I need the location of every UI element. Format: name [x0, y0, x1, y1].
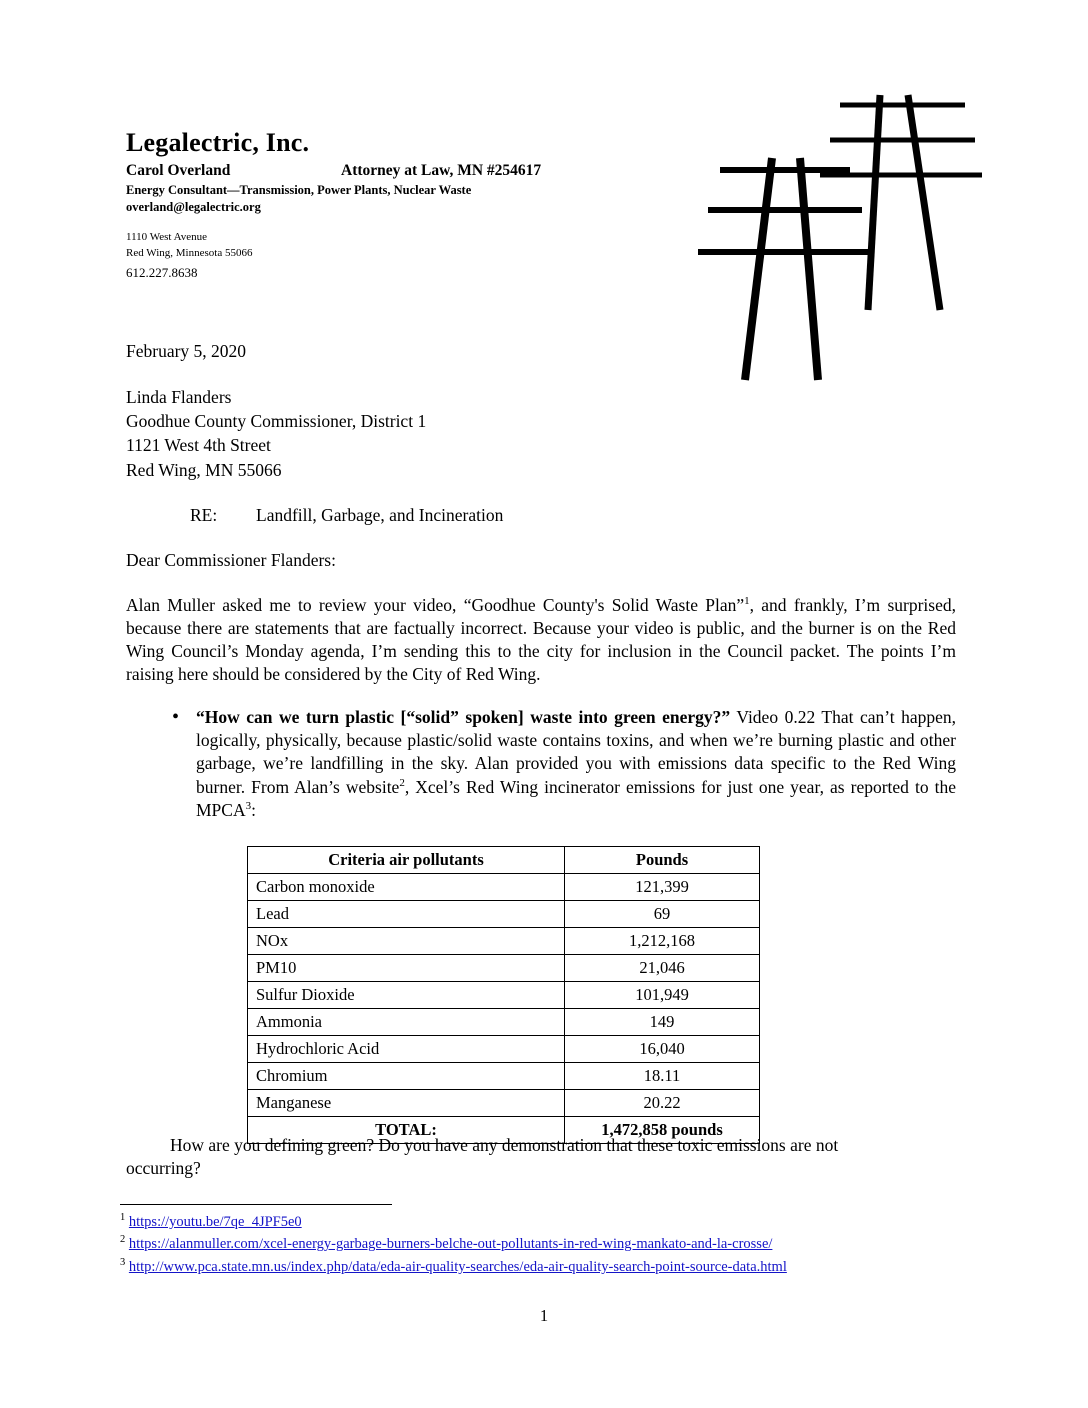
- footnote-3: [120, 1256, 980, 1278]
- pollutant-value: 16,040: [565, 1036, 760, 1063]
- page-number: 1: [539, 1306, 549, 1325]
- bullet-video-timestamp: Video 0.22: [736, 707, 816, 728]
- street-address: 1110 West Avenue: [126, 231, 207, 244]
- table-row: [248, 1063, 760, 1090]
- phone-number: 612.227.8638: [126, 264, 198, 280]
- letterhead: [126, 128, 686, 282]
- table-row: [248, 928, 760, 955]
- footnote-2: [120, 1233, 980, 1255]
- table-row: [248, 901, 760, 928]
- pollutant-name: Sulfur Dioxide: [248, 982, 565, 1009]
- table-row: [248, 1090, 760, 1117]
- attorney-title: Attorney at Law, MN #254617: [341, 161, 542, 179]
- bullet-quote: “How can we turn plastic [“solid” spoken] waste into green energy?”: [196, 707, 731, 728]
- total-label: TOTAL:: [248, 1117, 565, 1144]
- table-header-row: [248, 847, 760, 874]
- consultant-subtitle: Energy Consultant—Transmission, Power Plants, Nuclear Waste: [126, 183, 472, 198]
- re-label: RE:: [190, 504, 218, 525]
- pollutant-value: 20.22: [565, 1090, 760, 1117]
- attorney-name: Carol Overland: [126, 161, 231, 179]
- table-row: [248, 874, 760, 901]
- pollutant-name: Lead: [248, 901, 565, 928]
- recipient-address-block: [126, 385, 956, 482]
- city-state-zip: Red Wing, Minnesota 55066: [126, 246, 253, 259]
- bullet-dot-icon: •: [172, 706, 180, 729]
- footnote-ref-3: 3: [245, 799, 252, 812]
- recipient-street: 1121 West 4th Street: [126, 435, 271, 456]
- pollutant-name: NOx: [248, 928, 565, 955]
- re-line: [190, 504, 956, 527]
- pollutant-value: 149: [565, 1009, 760, 1036]
- footnote-ref-2: 2: [399, 776, 405, 789]
- footnote-1-marker: 1: [120, 1212, 126, 1224]
- footnotes-section: [120, 1204, 980, 1278]
- total-value: 1,472,858 pounds: [565, 1117, 760, 1144]
- attorney-line: [126, 161, 686, 180]
- pollutant-name: PM10: [248, 955, 565, 982]
- letter-date: February 5, 2020: [126, 341, 247, 361]
- closing-line-2: occurring?: [126, 1158, 201, 1179]
- salutation: Dear Commissioner Flanders:: [126, 549, 336, 570]
- pollutant-name: Manganese: [248, 1090, 565, 1117]
- closing-paragraph: [126, 1134, 956, 1180]
- bullet-body-part3: :: [251, 799, 256, 820]
- footnote-1-link[interactable]: https://youtu.be/7qe_4JPF5e0: [128, 1214, 302, 1230]
- footnote-2-marker: 2: [120, 1234, 126, 1246]
- footnote-separator-rule: [120, 1204, 392, 1205]
- column-header-pounds: Pounds: [565, 847, 760, 874]
- pollutant-value: 69: [565, 901, 760, 928]
- pollutant-value: 18.11: [565, 1063, 760, 1090]
- table-row: [248, 1036, 760, 1063]
- bullet-body-part1: That can’t happen, logically, physically, because plastic/solid waste contains toxins, and when we’re burning plastic and other garbage, we’re landfilling in the sky. Alan provided you with emissions data specific to the Red Wing burner. From Alan’s website: [196, 707, 957, 797]
- recipient-city-state-zip: Red Wing, MN 55066: [126, 459, 282, 480]
- intro-paragraph-part2: , and frankly, I’m surprised, because there are statements that are factually incorrect. Because your video is public, and the burner is on the Red Wing Council’s Monday agenda, I’m sending this to the city for inclusion in the Council packet. The points I’m raising here should be considered by the City of Red Wing.: [126, 594, 956, 685]
- recipient-name: Linda Flanders: [126, 387, 232, 408]
- bullet-body-part2: , Xcel’s Red Wing incinerator emissions for just one year, as reported to the MPCA: [196, 776, 957, 820]
- pollutant-name: Carbon monoxide: [248, 874, 565, 901]
- pollutant-name: Hydrochloric Acid: [248, 1036, 565, 1063]
- pollutant-name: Ammonia: [248, 1009, 565, 1036]
- footnote-1: [120, 1211, 980, 1233]
- recipient-role: Goodhue County Commissioner, District 1: [126, 411, 427, 432]
- footnote-ref-1: 1: [744, 595, 750, 608]
- pollutant-name: Chromium: [248, 1063, 565, 1090]
- intro-paragraph-part1: Alan Muller asked me to review your video, “Goodhue County's Solid Waste Plan”: [126, 594, 745, 615]
- emissions-table: [247, 846, 760, 1144]
- footnote-2-link[interactable]: https://alanmuller.com/xcel-energy-garbage-burners-belche-out-pollutants-in-red-wing-mankato-and-la-crosse/: [128, 1236, 773, 1253]
- company-name: Legalectric, Inc.: [126, 128, 310, 157]
- table-row: [248, 955, 760, 982]
- letter-body: [126, 340, 956, 830]
- footnote-3-link[interactable]: http://www.pca.state.mn.us/index.php/data/eda-air-quality-searches/eda-air-quality-search-point-source-data.html: [128, 1258, 787, 1275]
- closing-line-1: How are you defining green? Do you have any demonstration that these toxic emissions are not: [170, 1135, 839, 1155]
- pollutant-value: 101,949: [565, 982, 760, 1009]
- pollutant-value: 1,212,168: [565, 928, 760, 955]
- column-header-pollutant: Criteria air pollutants: [248, 847, 565, 874]
- emissions-table-wrapper: [247, 846, 760, 1144]
- table-row: [248, 1009, 760, 1036]
- intro-paragraph: [126, 594, 956, 686]
- pollutant-value: 121,399: [565, 874, 760, 901]
- footnote-3-marker: 3: [120, 1257, 126, 1269]
- table-row: [248, 982, 760, 1009]
- re-subject: Landfill, Garbage, and Incineration: [256, 504, 504, 525]
- pollutant-value: 21,046: [565, 955, 760, 982]
- bullet-item-green-energy: [164, 706, 956, 821]
- email-address: overland@legalectric.org: [126, 200, 261, 215]
